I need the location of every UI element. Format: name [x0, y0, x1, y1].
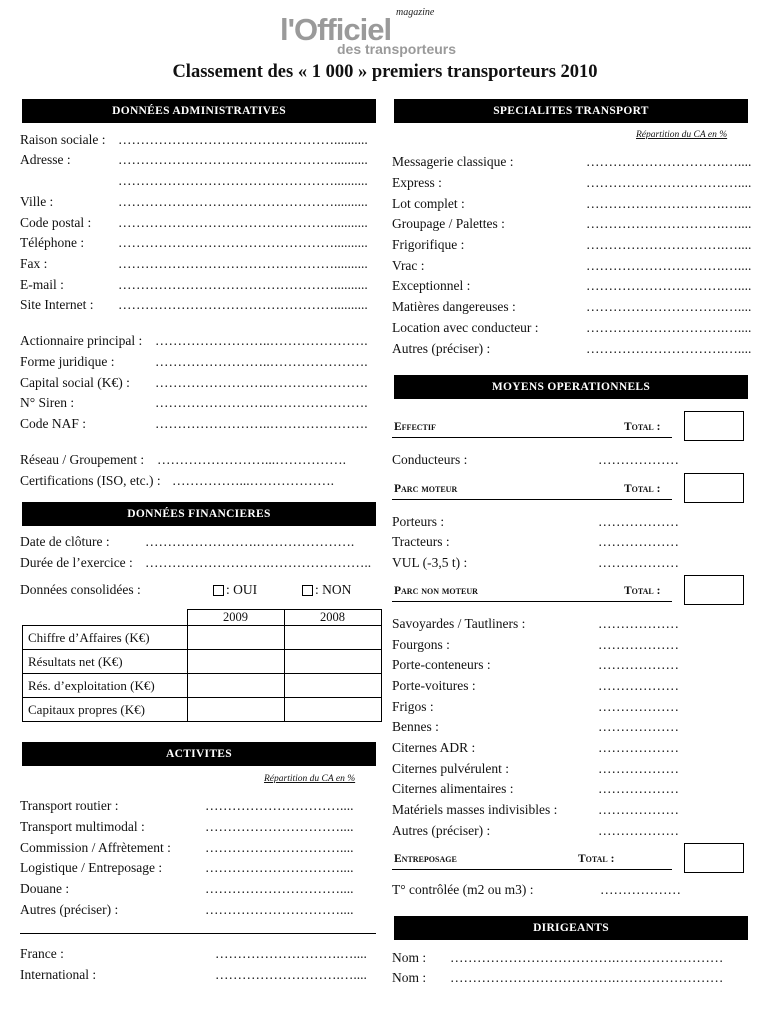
cp-field[interactable]: ………………………………………….......... — [118, 215, 368, 230]
non-moteur-label: Porte-conteneurs : — [392, 657, 491, 672]
spec-field[interactable]: ………………………….….... — [586, 299, 752, 314]
raison-label: Raison sociale : — [20, 132, 106, 147]
activite-field[interactable]: ………………………….... — [205, 840, 354, 855]
france-field[interactable]: ……………………….….... — [215, 946, 367, 961]
non-checkbox[interactable] — [302, 585, 313, 596]
forme-field[interactable]: ……………………..…………………. — [155, 354, 368, 369]
spec-label: Vrac : — [392, 258, 425, 273]
email-label: E-mail : — [20, 277, 64, 292]
reseau-field[interactable]: ……………………...……………. — [157, 452, 346, 467]
cloture-field[interactable]: …………………….…………………. — [145, 534, 355, 549]
ville-field[interactable]: ………………………………………….......... — [118, 194, 368, 209]
year-header-2008: 2008 — [284, 610, 381, 626]
capital-field[interactable]: ……………………..…………………. — [155, 375, 368, 390]
activite-label: Transport multimodal : — [20, 819, 145, 834]
value-cell[interactable] — [284, 650, 381, 674]
table-row — [23, 650, 382, 674]
fax-label: Fax : — [20, 256, 48, 271]
adresse-field-2[interactable]: ………………………………………….......... — [118, 173, 368, 188]
certif-field[interactable]: ……………...………………. — [172, 473, 334, 488]
siren-field[interactable]: ……………………..…………………. — [155, 395, 368, 410]
temp-label: T° contrôlée (m2 ou m3) : — [392, 882, 534, 897]
effectif-total-box[interactable] — [684, 411, 744, 441]
non-moteur-field[interactable]: ……………… — [598, 678, 679, 693]
value-cell[interactable] — [284, 626, 381, 650]
row-label: Rés. d’exploitation (K€) — [23, 674, 188, 698]
conducteurs-field[interactable]: ……………… — [598, 452, 679, 467]
value-cell[interactable] — [187, 650, 284, 674]
non-option[interactable] — [302, 582, 351, 598]
tracteurs-label: Tracteurs : — [392, 534, 450, 549]
reseau-label: Réseau / Groupement : — [20, 452, 145, 467]
non-moteur-label: Bennes : — [392, 719, 439, 734]
certif-label: Certifications (ISO, etc.) : — [20, 473, 161, 488]
activites-header: ACTIVITES — [22, 742, 376, 766]
oui-label: : OUI — [226, 582, 258, 597]
raison-field[interactable]: ………………………………………….......... — [118, 132, 368, 147]
parc-moteur-total-label: Total : — [624, 483, 661, 495]
year-header-2009: 2009 — [187, 610, 284, 626]
adresse-label: Adresse : — [20, 152, 71, 167]
table-row — [23, 626, 382, 650]
entreposage-total-box[interactable] — [684, 843, 744, 873]
non-moteur-field[interactable]: ……………… — [598, 637, 679, 652]
non-moteur-label: Citernes ADR : — [392, 740, 476, 755]
non-moteur-field[interactable]: ……………… — [598, 781, 679, 796]
parc-moteur-total-box[interactable] — [684, 473, 744, 503]
table-row — [23, 674, 382, 698]
conducteurs-label: Conducteurs : — [392, 452, 468, 467]
parc-moteur-line — [392, 499, 672, 500]
non-moteur-field[interactable]: ……………… — [598, 657, 679, 672]
vul-label: VUL (-3,5 t) : — [392, 555, 468, 570]
spec-label: Lot complet : — [392, 196, 465, 211]
spec-field[interactable]: ………………………….….... — [586, 175, 752, 190]
tel-label: Téléphone : — [20, 235, 85, 250]
non-moteur-label: Savoyardes / Tautliners : — [392, 616, 526, 631]
spec-label: Express : — [392, 175, 442, 190]
non-moteur-field[interactable]: ……………… — [598, 719, 679, 734]
activites-note: Répartition du CA en % — [264, 774, 356, 784]
entreposage-line — [392, 869, 672, 870]
entreposage-title: Entreposage — [394, 853, 457, 865]
effectif-total-label: Total : — [624, 421, 661, 433]
financial-table — [22, 609, 382, 722]
cloture-label: Date de clôture : — [20, 534, 110, 549]
non-moteur-field[interactable]: ……………… — [598, 616, 679, 631]
naf-field[interactable]: ……………………..…………………. — [155, 416, 368, 431]
non-moteur-label: Porte-voitures : — [392, 678, 476, 693]
effectif-title: Effectif — [394, 421, 436, 433]
non-moteur-field[interactable]: ……………… — [598, 823, 679, 838]
value-cell[interactable] — [284, 674, 381, 698]
nom-field-1[interactable]: ……………………………….…………………… — [450, 950, 724, 965]
france-label: France : — [20, 946, 64, 961]
spec-label: Location avec conducteur : — [392, 320, 539, 335]
cp-label: Code postal : — [20, 215, 92, 230]
dirigeants-header: DIRIGEANTS — [394, 916, 748, 940]
spec-field[interactable]: ………………………….….... — [586, 216, 752, 231]
spec-header: SPECIALITES TRANSPORT — [394, 99, 748, 123]
non-moteur-label: Frigos : — [392, 699, 434, 714]
international-label: International : — [20, 967, 97, 982]
spec-label: Groupage / Palettes : — [392, 216, 505, 231]
non-moteur-field[interactable]: ……………… — [598, 802, 679, 817]
spec-label: Messagerie classique : — [392, 154, 514, 169]
parc-non-moteur-title: Parc non moteur — [394, 585, 478, 597]
table-row — [23, 698, 382, 722]
fin-header: DONNÉES FINANCIERES — [22, 502, 376, 526]
value-cell[interactable] — [284, 698, 381, 722]
parc-moteur-title: Parc moteur — [394, 483, 458, 495]
page-title: Classement des « 1 000 » premiers transporteurs 2010 — [172, 62, 598, 82]
parc-non-moteur-total-box[interactable] — [684, 575, 744, 605]
logo-subtitle: des transporteurs — [337, 41, 457, 57]
activite-field[interactable]: ………………………….... — [205, 881, 354, 896]
activite-label: Douane : — [20, 881, 70, 896]
non-label: : NON — [315, 582, 352, 597]
oui-option[interactable] — [213, 582, 257, 598]
spec-field[interactable]: ………………………….….... — [586, 258, 752, 273]
duree-field[interactable]: ……………………….………………….. — [145, 555, 372, 570]
admin-header: DONNÉES ADMINISTRATIVES — [22, 99, 376, 123]
spec-label: Frigorifique : — [392, 237, 465, 252]
spec-field[interactable]: ………………………….….... — [586, 341, 752, 356]
activite-label: Transport routier : — [20, 798, 119, 813]
email-field[interactable]: ………………………………………….......... — [118, 277, 368, 292]
actionnaire-label: Actionnaire principal : — [20, 333, 143, 348]
non-moteur-label: Fourgons : — [392, 637, 450, 652]
duree-label: Durée de l’exercice : — [20, 555, 133, 570]
nom-field-2[interactable]: ……………………………….…………………… — [450, 970, 724, 985]
non-moteur-label: Matériels masses indivisibles : — [392, 802, 558, 817]
activite-label: Commission / Affrètement : — [20, 840, 171, 855]
naf-label: Code NAF : — [20, 416, 87, 431]
international-field[interactable]: ……………………….….... — [215, 967, 367, 982]
logo-title: l'Officiel — [280, 12, 392, 47]
spec-field[interactable]: ………………………….….... — [586, 154, 752, 169]
activites-divider — [20, 933, 376, 934]
site-label: Site Internet : — [20, 297, 94, 312]
activite-field[interactable]: ………………………….... — [205, 819, 354, 834]
adresse-field-1[interactable]: ………………………………………….......... — [118, 152, 368, 167]
ville-label: Ville : — [20, 194, 54, 209]
non-moteur-label: Autres (préciser) : — [392, 823, 491, 838]
capital-label: Capital social (K€) : — [20, 375, 130, 390]
non-moteur-label: Citernes alimentaires : — [392, 781, 514, 796]
actionnaire-field[interactable]: ……………………..…………………. — [155, 333, 368, 348]
row-label: Chiffre d’Affaires (K€) — [23, 626, 188, 650]
activite-field[interactable]: ………………………….... — [205, 860, 354, 875]
value-cell[interactable] — [187, 626, 284, 650]
activite-label: Logistique / Entreposage : — [20, 860, 163, 875]
spec-note: Répartition du CA en % — [636, 130, 728, 140]
parc-non-moteur-total-label: Total : — [624, 585, 661, 597]
site-field[interactable]: ………………………………………….......... — [118, 297, 368, 312]
porteurs-field[interactable]: ……………… — [598, 514, 679, 529]
non-moteur-field[interactable]: ……………… — [598, 699, 679, 714]
non-moteur-label: Citernes pulvérulent : — [392, 761, 509, 776]
nom-label-1: Nom : — [392, 950, 427, 965]
non-moteur-field[interactable]: ……………… — [598, 761, 679, 776]
activite-field[interactable]: ………………………….... — [205, 798, 354, 813]
tracteurs-field[interactable]: ……………… — [598, 534, 679, 549]
spec-label: Autres (préciser) : — [392, 341, 491, 356]
vul-field[interactable]: ……………… — [598, 555, 679, 570]
spec-label: Exceptionnel : — [392, 278, 471, 293]
entreposage-total-label: Total : — [578, 853, 615, 865]
row-label: Résultats net (K€) — [23, 650, 188, 674]
spec-field[interactable]: ………………………….….... — [586, 320, 752, 335]
value-cell[interactable] — [187, 674, 284, 698]
spec-field[interactable]: ………………………….….... — [586, 237, 752, 252]
effectif-line — [392, 437, 672, 438]
parc-non-moteur-line — [392, 601, 672, 602]
activite-label: Autres (préciser) : — [20, 902, 119, 917]
spec-label: Matières dangereuses : — [392, 299, 516, 314]
value-cell[interactable] — [187, 698, 284, 722]
oui-checkbox[interactable] — [213, 585, 224, 596]
spec-field[interactable]: ………………………….….... — [586, 196, 752, 211]
activite-field[interactable]: ………………………….... — [205, 902, 354, 917]
moyens-header: MOYENS OPERATIONNELS — [394, 375, 748, 399]
forme-label: Forme juridique : — [20, 354, 115, 369]
siren-label: N° Siren : — [20, 395, 75, 410]
temp-field[interactable]: ……………… — [600, 882, 681, 897]
consolidees-label: Données consolidées : — [20, 582, 141, 597]
porteurs-label: Porteurs : — [392, 514, 445, 529]
nom-label-2: Nom : — [392, 970, 427, 985]
tel-field[interactable]: ………………………………………….......... — [118, 235, 368, 250]
table-corner — [23, 610, 188, 626]
fax-field[interactable]: ………………………………………….......... — [118, 256, 368, 271]
non-moteur-field[interactable]: ……………… — [598, 740, 679, 755]
spec-field[interactable]: ………………………….….... — [586, 278, 752, 293]
logo-magazine-label: magazine — [396, 7, 435, 18]
row-label: Capitaux propres (K€) — [23, 698, 188, 722]
